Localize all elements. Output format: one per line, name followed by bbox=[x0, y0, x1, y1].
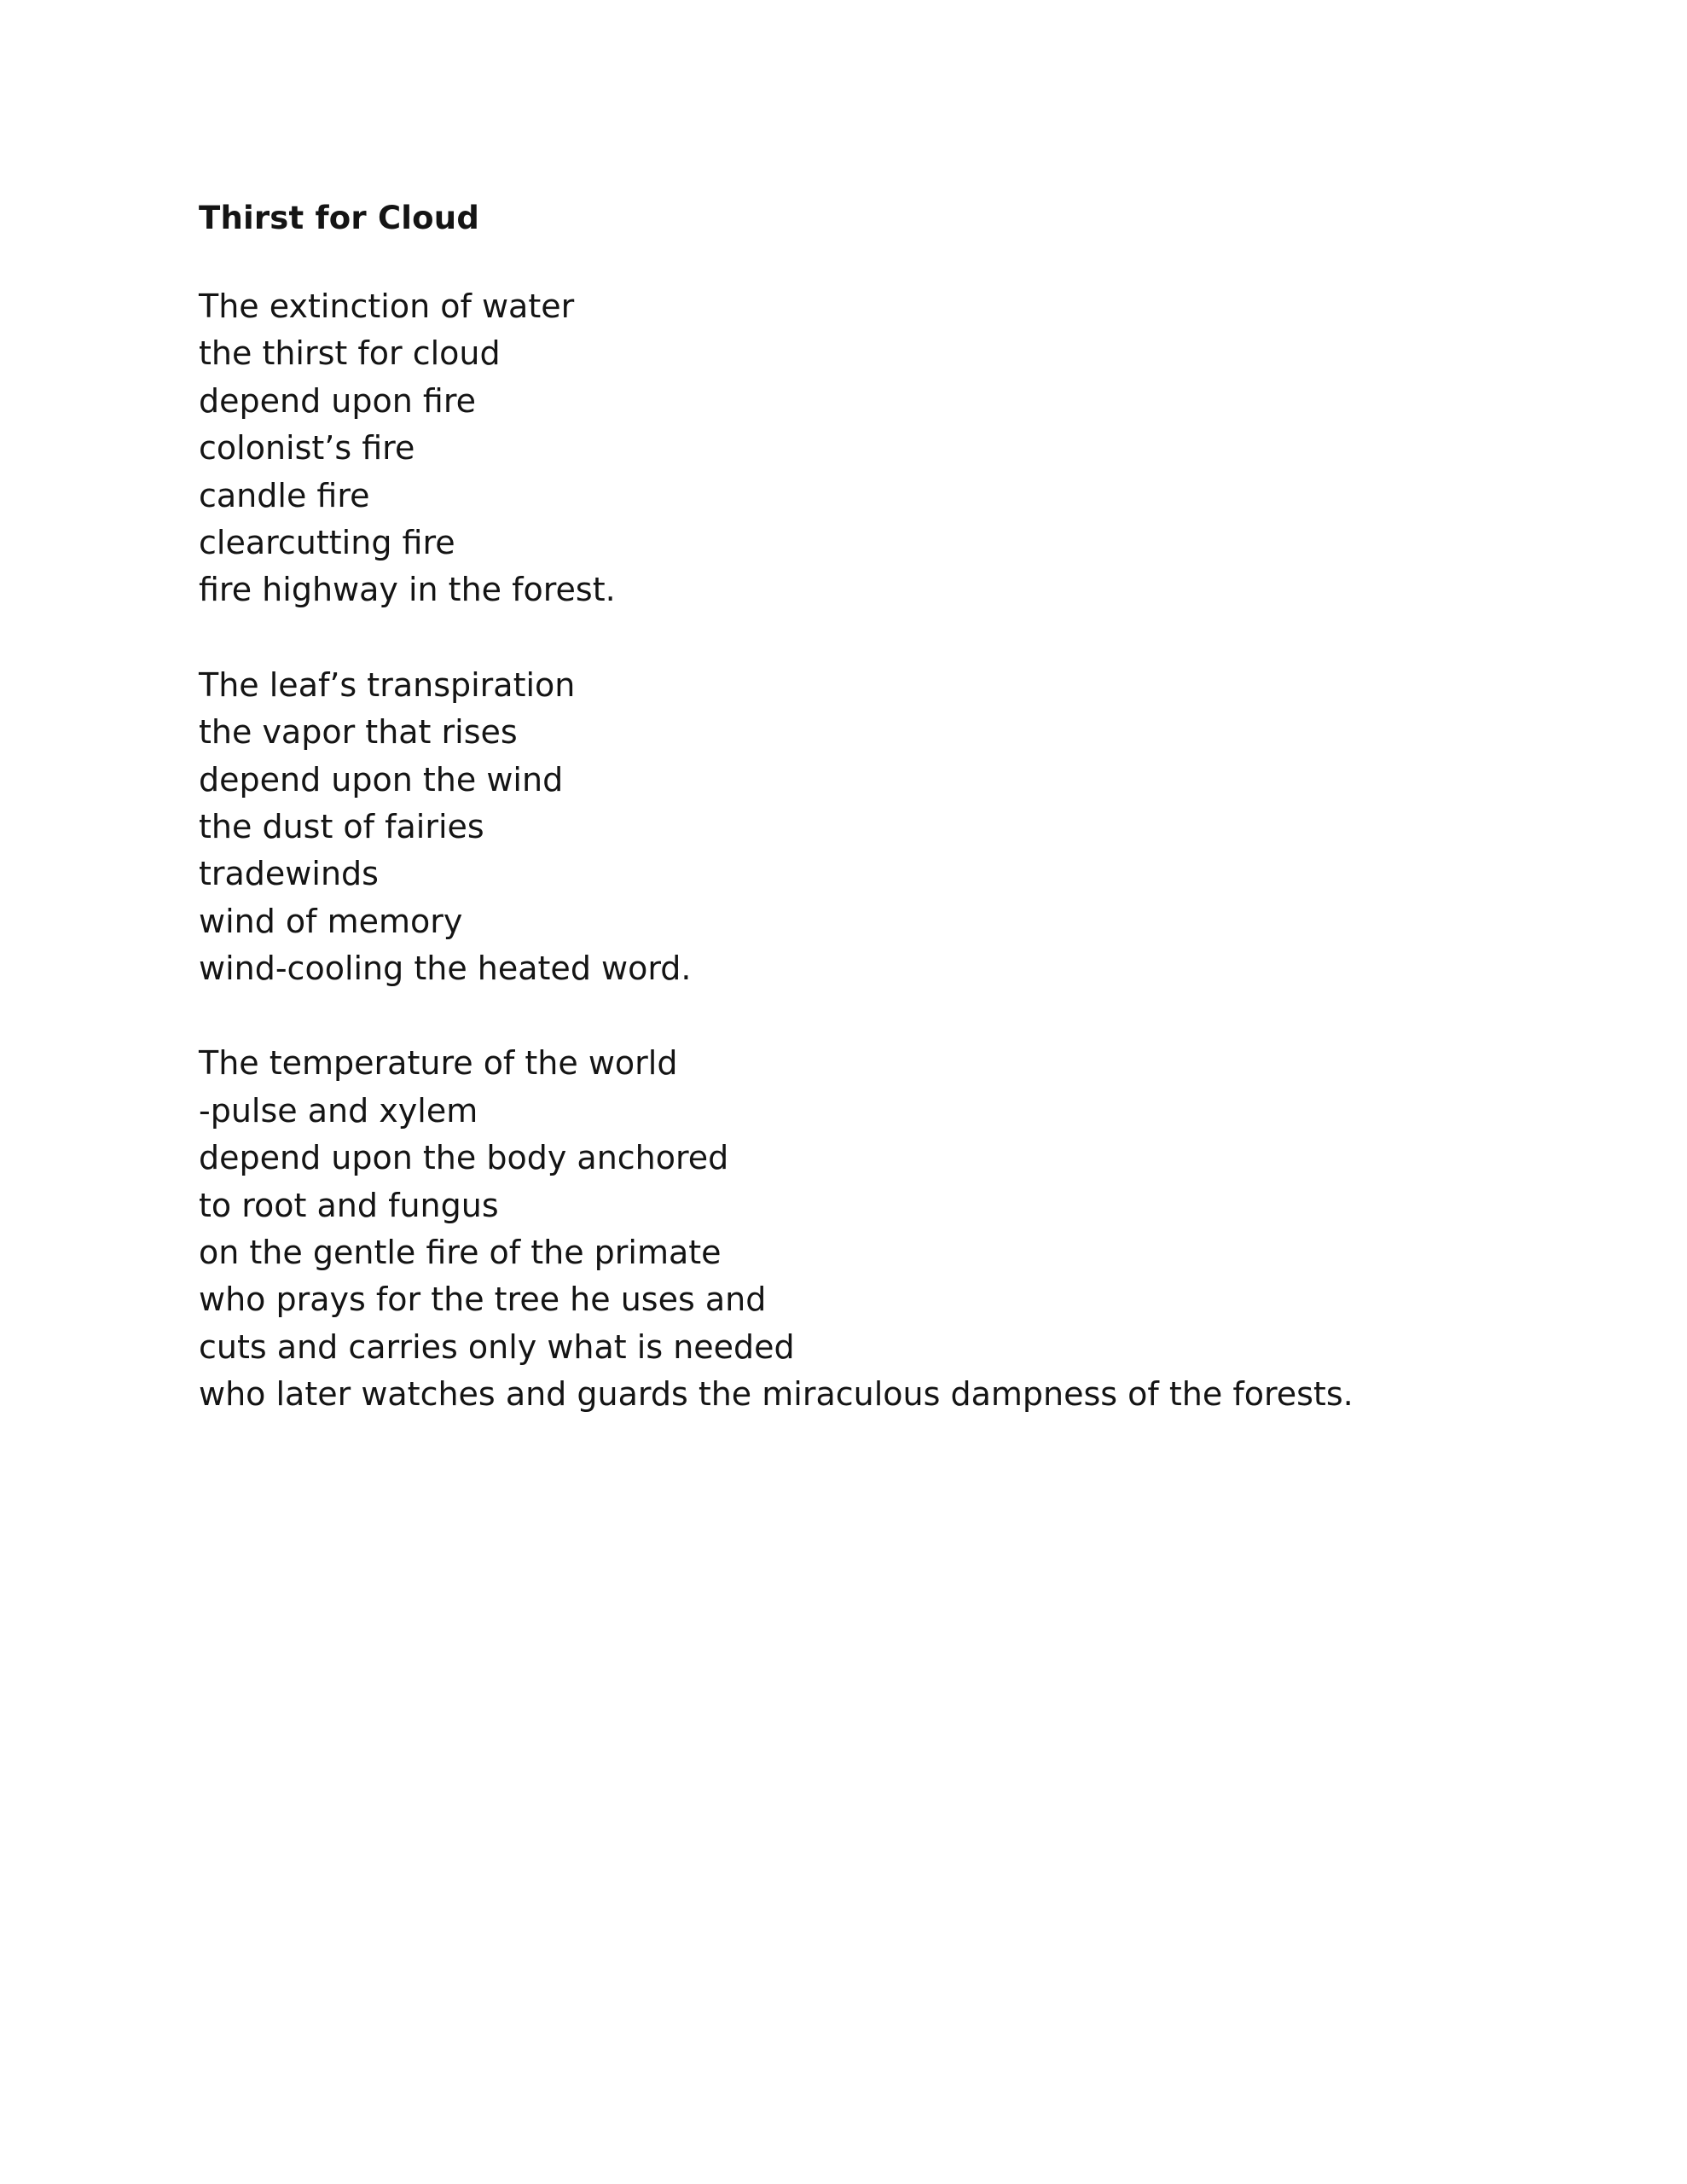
poem-line: candle fire bbox=[199, 476, 370, 514]
poem-line: who later watches and guards the miraculous dampness of the forests. bbox=[199, 1375, 1354, 1414]
poem-line: The temperature of the world bbox=[199, 1044, 678, 1083]
poem-line: The leaf’s transpiration bbox=[199, 665, 576, 704]
poem-line: clearcutting fire bbox=[199, 523, 455, 561]
poem-line: The extinction of water bbox=[199, 288, 575, 325]
stanza-3 bbox=[199, 1040, 1563, 1418]
poem-line: depend upon fire bbox=[199, 381, 477, 420]
poem-line: who prays for the tree he uses and bbox=[199, 1281, 767, 1319]
poem bbox=[199, 195, 1563, 1467]
poem-line: the vapor that rises bbox=[199, 713, 518, 752]
poem-line: to root and fungus bbox=[199, 1186, 499, 1224]
poem-line: depend upon the wind bbox=[199, 760, 564, 799]
poem-line: depend upon the body anchored bbox=[199, 1139, 729, 1177]
poem-line: colonist’s fire bbox=[199, 429, 415, 468]
poem-line: on the gentle fire of the primate bbox=[199, 1234, 722, 1272]
poem-line: -pulse and xylem bbox=[199, 1091, 478, 1130]
poem-line: wind of memory bbox=[199, 902, 463, 940]
poem-line: the thirst for cloud bbox=[199, 334, 501, 373]
stanza-1 bbox=[199, 283, 1563, 614]
poem-line: cuts and carries only what is needed bbox=[199, 1327, 795, 1366]
poem-body bbox=[199, 283, 1563, 1419]
poem-line: wind-cooling the heated word. bbox=[199, 950, 692, 988]
poem-title: Thirst for Cloud bbox=[199, 200, 480, 236]
poem-line: tradewinds bbox=[199, 855, 379, 893]
poem-line: fire highway in the forest. bbox=[199, 571, 616, 609]
poem-line: the dust of fairies bbox=[199, 807, 484, 845]
stanza-2 bbox=[199, 662, 1563, 993]
